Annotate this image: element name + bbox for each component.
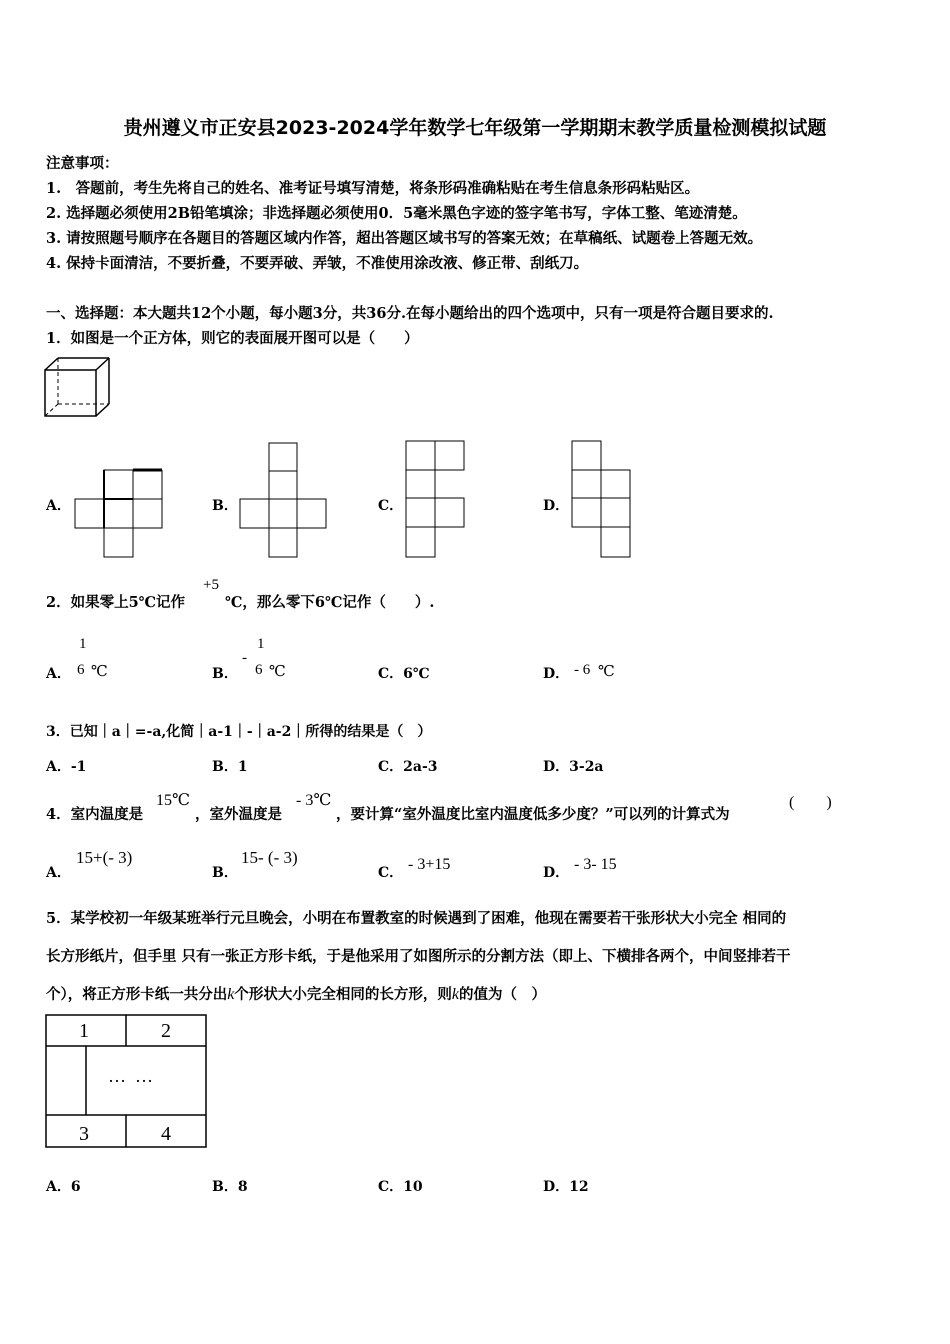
q2-d-val: - 6 (574, 662, 591, 678)
q5-fig-cell-1: 1 (79, 1020, 89, 1042)
q5-option-c: C．10 (378, 1179, 423, 1195)
q4-option-d-label: D． (543, 865, 570, 881)
q1-net-c (405, 440, 495, 560)
q1-net-a (74, 469, 164, 561)
q4-out-temp: - 3℃ (296, 792, 332, 809)
q4-in-temp: 15℃ (156, 792, 190, 809)
q3-option-d: D．3-2a (543, 759, 604, 775)
q5-k-1: k (227, 986, 235, 1003)
q4-option-c-label: C． (378, 865, 404, 881)
notice-item-1: 1. 答题前，考生先将自己的姓名、准考证号填写清楚，将条形码准确粘贴在考生信息条形码粘贴区。 (46, 180, 700, 197)
q4-stem-c: ，要计算“室外温度比室内温度低多少度？”可以列的计算式为 (336, 806, 730, 823)
q1-option-d-label: D． (543, 498, 570, 514)
q4-option-d-expr: - 3- 15 (574, 856, 617, 873)
q2-stem-a: 2．如果零上5℃记作 (46, 594, 186, 611)
q2-option-b-label: B． (212, 666, 238, 682)
q1-net-b (239, 442, 329, 562)
q4-option-a-label: A． (46, 865, 71, 881)
notice-item-2: 2. 选择题必须使用2B铅笔填涂；非选择题必须使用0．5毫米黑色字迹的签字笔书写，字体工整、笔迹清楚。 (46, 205, 747, 222)
cube-figure (44, 357, 114, 419)
q4-option-b-label: B． (212, 865, 238, 881)
page-title: 贵州遵义市正安县2023-2024学年数学七年级第一学期期末教学质量检测模拟试题 (123, 117, 827, 139)
q5-fig-cell-4: 4 (161, 1123, 171, 1145)
q5-line-3-c: 的值为（ ） (458, 986, 546, 1003)
q5-fig-cell-3: 3 (79, 1123, 89, 1145)
q2-stem-b: ℃，那么零下6℃记作（ ）. (225, 594, 435, 611)
q5-option-b: B．8 (212, 1179, 248, 1195)
q2-a-den: 6 (77, 662, 85, 678)
q1-option-c-label: C． (378, 498, 404, 514)
q5-line-2: 长方形纸片，但手里 只有一张正方形卡纸，于是他采用了如图所示的分割方法（即上、下横排各两个，中间竖排若干 (46, 948, 791, 965)
q3-stem: 3．已知｜a｜=-a,化简｜a-1｜-｜a-2｜所得的结果是（ ） (46, 724, 432, 740)
q4-option-b-expr: 15- (- 3) (241, 848, 298, 867)
q5-line-3-a: 个），将正方形卡纸一共分出 (46, 986, 228, 1003)
notice-item-4: 4. 保持卡面清洁，不要折叠，不要弄破、弄皱，不准使用涂改液、修正带、刮纸刀。 (46, 255, 589, 272)
q2-b-unit: ℃ (269, 664, 286, 680)
q5-line-3 (46, 983, 546, 1004)
q2-sup: +5 (203, 577, 219, 593)
q1-stem: 1．如图是一个正方体，则它的表面展开图可以是（ ） (46, 330, 419, 347)
q4-stem-a: 4．室内温度是 (46, 806, 144, 823)
q4-option-a-expr: 15+(- 3) (76, 848, 133, 867)
q5-k-2: k (451, 986, 459, 1003)
q2-a-unit: ℃ (91, 664, 108, 680)
q4-option-c-expr: - 3+15 (408, 856, 451, 873)
q5-option-d: D．12 (543, 1179, 589, 1195)
q1-option-a-label: A． (46, 498, 71, 514)
q2-option-d-label: D． (543, 666, 570, 682)
q3-option-a: A．-1 (46, 759, 87, 775)
q1-option-b-label: B． (212, 498, 238, 514)
q2-option-a-label: A． (46, 666, 71, 682)
q2-b-num: 1 (257, 636, 265, 652)
q5-fig-cell-2: 2 (161, 1020, 171, 1042)
q2-d-unit: ℃ (598, 664, 615, 680)
q3-option-c: C．2a-3 (378, 759, 438, 775)
q2-b-den: 6 (255, 662, 263, 678)
q1-net-d (571, 440, 661, 560)
q5-line-1: 5．某学校初一年级某班举行元旦晚会，小明在布置教室的时候遇到了困难，他现在需要若干张形状大小完全 相同的 (46, 910, 787, 927)
q5-fig-middle: … … (108, 1066, 153, 1086)
q2-b-sign: - (242, 650, 247, 666)
q4-stem-b: ，室外温度是 (195, 806, 282, 823)
q4-paren: ( ) (789, 794, 832, 811)
section-heading: 一、选择题：本大题共12个小题，每小题3分，共36分.在每小题给出的四个选项中，只有一项是符合题目要求的. (46, 305, 774, 322)
q2-option-c: C．6℃ (378, 666, 430, 682)
q5-line-3-b: 个形状大小完全相同的长方形，则 (234, 986, 452, 1003)
q3-option-b: B．1 (212, 759, 248, 775)
notice-item-3: 3. 请按照题号顺序在各题目的答题区域内作答，超出答题区域书写的答案无效；在草稿纸、试题卷上答题无效。 (46, 230, 763, 247)
q2-a-num: 1 (79, 636, 87, 652)
q5-option-a: A．6 (46, 1179, 81, 1195)
notice-heading: 注意事项： (46, 155, 119, 172)
